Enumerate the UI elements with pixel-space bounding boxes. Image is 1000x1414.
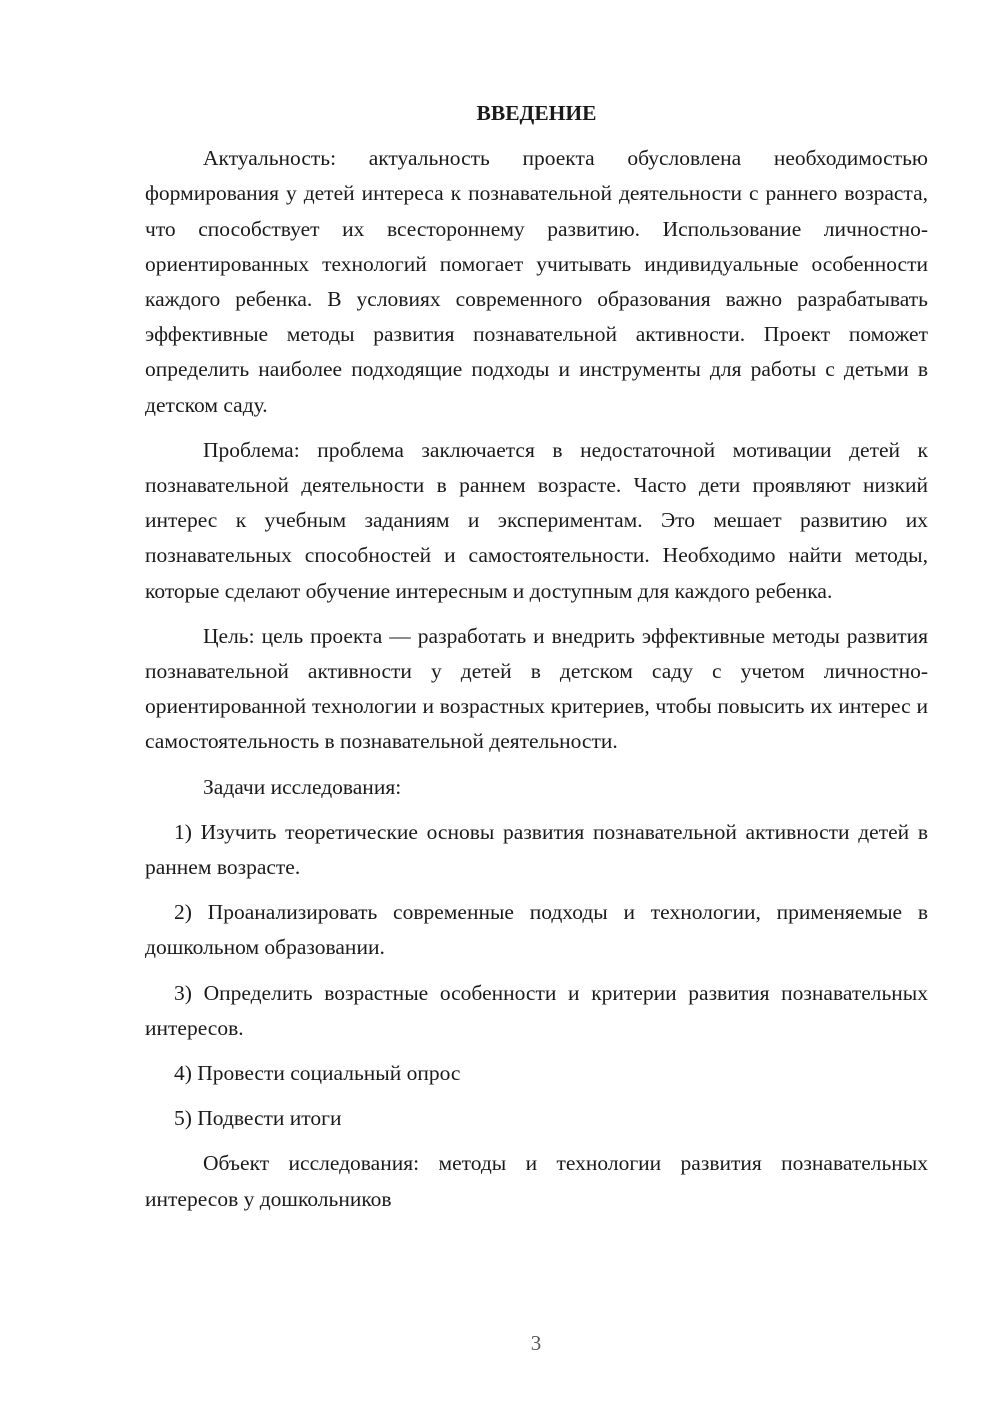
page-number: 3 bbox=[530, 1331, 542, 1355]
task-item-1: 1) Изучить теоретические основы развития познавательной активности детей в раннем возрасте. bbox=[145, 819, 928, 880]
paragraph-relevance: Актуальность: актуальность проекта обусловлена необходимостью формирования у детей интереса к познавательной деятельности с раннего возраста, что способствует их всестороннему развитию. Использование личностно-ориентированных технологий помогает учитывать индивидуальные особенности каждого ребенка. В условиях современного образования важно разрабатывать эффективные методы развития познавательной активности. Проект поможет определить наиболее подходящие подходы и инструменты для работы с детьми в детском саду. bbox=[145, 146, 928, 417]
paragraph-goal: Цель: цель проекта — разработать и внедрить эффективные методы развития познавательной активности у детей в детском саду с учетом личностно-ориентированной технологии и возрастных критериев, чтобы повысить их интерес и самостоятельность в познавательной деятельности. bbox=[145, 623, 928, 754]
tasks-heading: Задачи исследования: bbox=[203, 774, 402, 799]
paragraph-object: Объект исследования: методы и технологии развития познавательных интересов у дошкольников bbox=[145, 1151, 928, 1211]
task-item-5: 5) Подвести итоги bbox=[174, 1106, 342, 1131]
page-content bbox=[145, 96, 928, 1227]
paragraph-problem: Проблема: проблема заключается в недостаточной мотивации детей к познавательной деятельности в раннем возрасте. Часто дети проявляют низкий интерес к учебным заданиям и экспериментам. Это мешает развитию их познавательных способностей и самостоятельности. Необходимо найти методы, которые сделают обучение интересным и доступным для каждого ребенка. bbox=[145, 437, 928, 603]
task-item-4: 4) Провести социальный опрос bbox=[174, 1061, 461, 1086]
page-title: ВВЕДЕНИЕ bbox=[476, 101, 597, 125]
task-item-3: 3) Определить возрастные особенности и критерии развития познавательных интересов. bbox=[145, 980, 928, 1040]
task-item-2: 2) Проанализировать современные подходы и технологии, применяемые в дошкольном образовании. bbox=[145, 900, 928, 960]
